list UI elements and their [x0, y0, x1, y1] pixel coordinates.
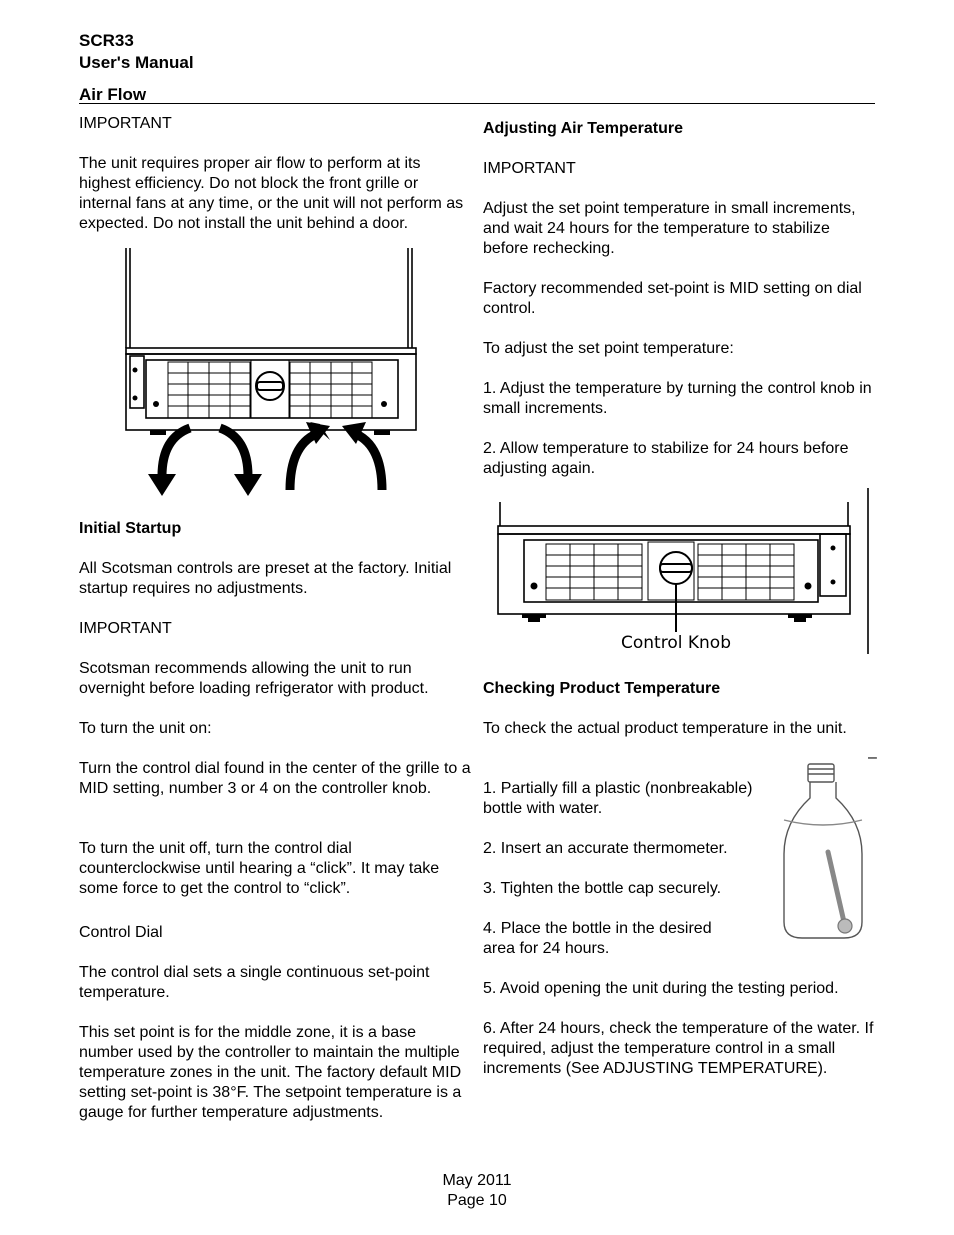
- important-label: IMPORTANT: [79, 115, 172, 132]
- header-rule: [79, 103, 875, 104]
- overnight-paragraph: Scotsman recommends allowing the unit to run overnight before loading refrigerator with product.: [79, 660, 429, 697]
- check-step-4: 4. Place the bottle in the desired area for 24 hours.: [483, 920, 712, 957]
- control-knob-label: Control Knob: [621, 633, 731, 653]
- section-title: Air Flow: [79, 85, 147, 104]
- adjust-step-2: 2. Allow temperature to stabilize for 24 hours before adjusting again.: [483, 440, 849, 477]
- model-title: SCR33: [79, 31, 134, 50]
- turn-off-paragraph: To turn the unit off, turn the control dial counterclockwise until hearing a “click”. It may take some force to get the control to “click”.: [79, 840, 440, 897]
- manual-title: User's Manual: [79, 53, 194, 72]
- adjust-step-1: 1. Adjust the temperature by turning the control knob in small increments.: [483, 380, 872, 417]
- airflow-paragraph: The unit requires proper air flow to perform at its highest efficiency. Do not block the front grille or internal fans at any time, or the unit will not perform as expected. Do not install the unit behind a door.: [79, 155, 464, 232]
- setpoint-paragraph: This set point is for the middle zone, it is a base number used by the controller to maintain the multiple temperature zones in the unit. The factory default MID setting set-point is 38°F. The setpoint temperature is a gauge for further temperature adjustments.: [79, 1024, 462, 1121]
- check-step-2: 2. Insert an accurate thermometer.: [483, 840, 728, 857]
- factory-paragraph: Factory recommended set-point is MID setting on dial control.: [483, 280, 862, 317]
- adjusting-heading: Adjusting Air Temperature: [483, 120, 684, 137]
- control-dial-paragraph: The control dial sets a single continuous set-point temperature.: [79, 964, 430, 1001]
- adjust-paragraph: Adjust the set point temperature in small increments, and wait 24 hours for the temperature to stabilize before rechecking.: [483, 200, 856, 257]
- bottle-thermometer-icon: [780, 762, 866, 942]
- important-label: IMPORTANT: [483, 160, 576, 177]
- control-dial-heading: Control Dial: [79, 924, 163, 941]
- check-step-5: 5. Avoid opening the unit during the testing period.: [483, 980, 839, 997]
- footer-page-number: Page 10: [447, 1192, 507, 1209]
- airflow-diagram: [120, 248, 420, 500]
- checking-heading: Checking Product Temperature: [483, 680, 721, 697]
- turn-on-label: To turn the unit on:: [79, 720, 212, 737]
- footer-date: May 2011: [442, 1172, 512, 1189]
- important-label: IMPORTANT: [79, 620, 172, 637]
- dash-mark: –: [868, 749, 877, 766]
- check-step-3: 3. Tighten the bottle cap securely.: [483, 880, 722, 897]
- adjust-label: To adjust the set point temperature:: [483, 340, 734, 357]
- startup-paragraph: All Scotsman controls are preset at the factory. Initial startup requires no adjustments.: [79, 560, 452, 597]
- initial-startup-heading: Initial Startup: [79, 520, 182, 537]
- check-step-1: 1. Partially fill a plastic (nonbreakable) bottle with water.: [483, 780, 753, 817]
- control-knob-diagram: [488, 488, 872, 658]
- turn-on-paragraph: Turn the control dial found in the center of the grille to a MID setting, number 3 or 4 on the controller knob.: [79, 760, 471, 797]
- check-step-6: 6. After 24 hours, check the temperature of the water. If required, adjust the temperature control in a small increments (See ADJUSTING TEMPERATURE).: [483, 1020, 874, 1077]
- checking-paragraph: To check the actual product temperature in the unit.: [483, 720, 847, 737]
